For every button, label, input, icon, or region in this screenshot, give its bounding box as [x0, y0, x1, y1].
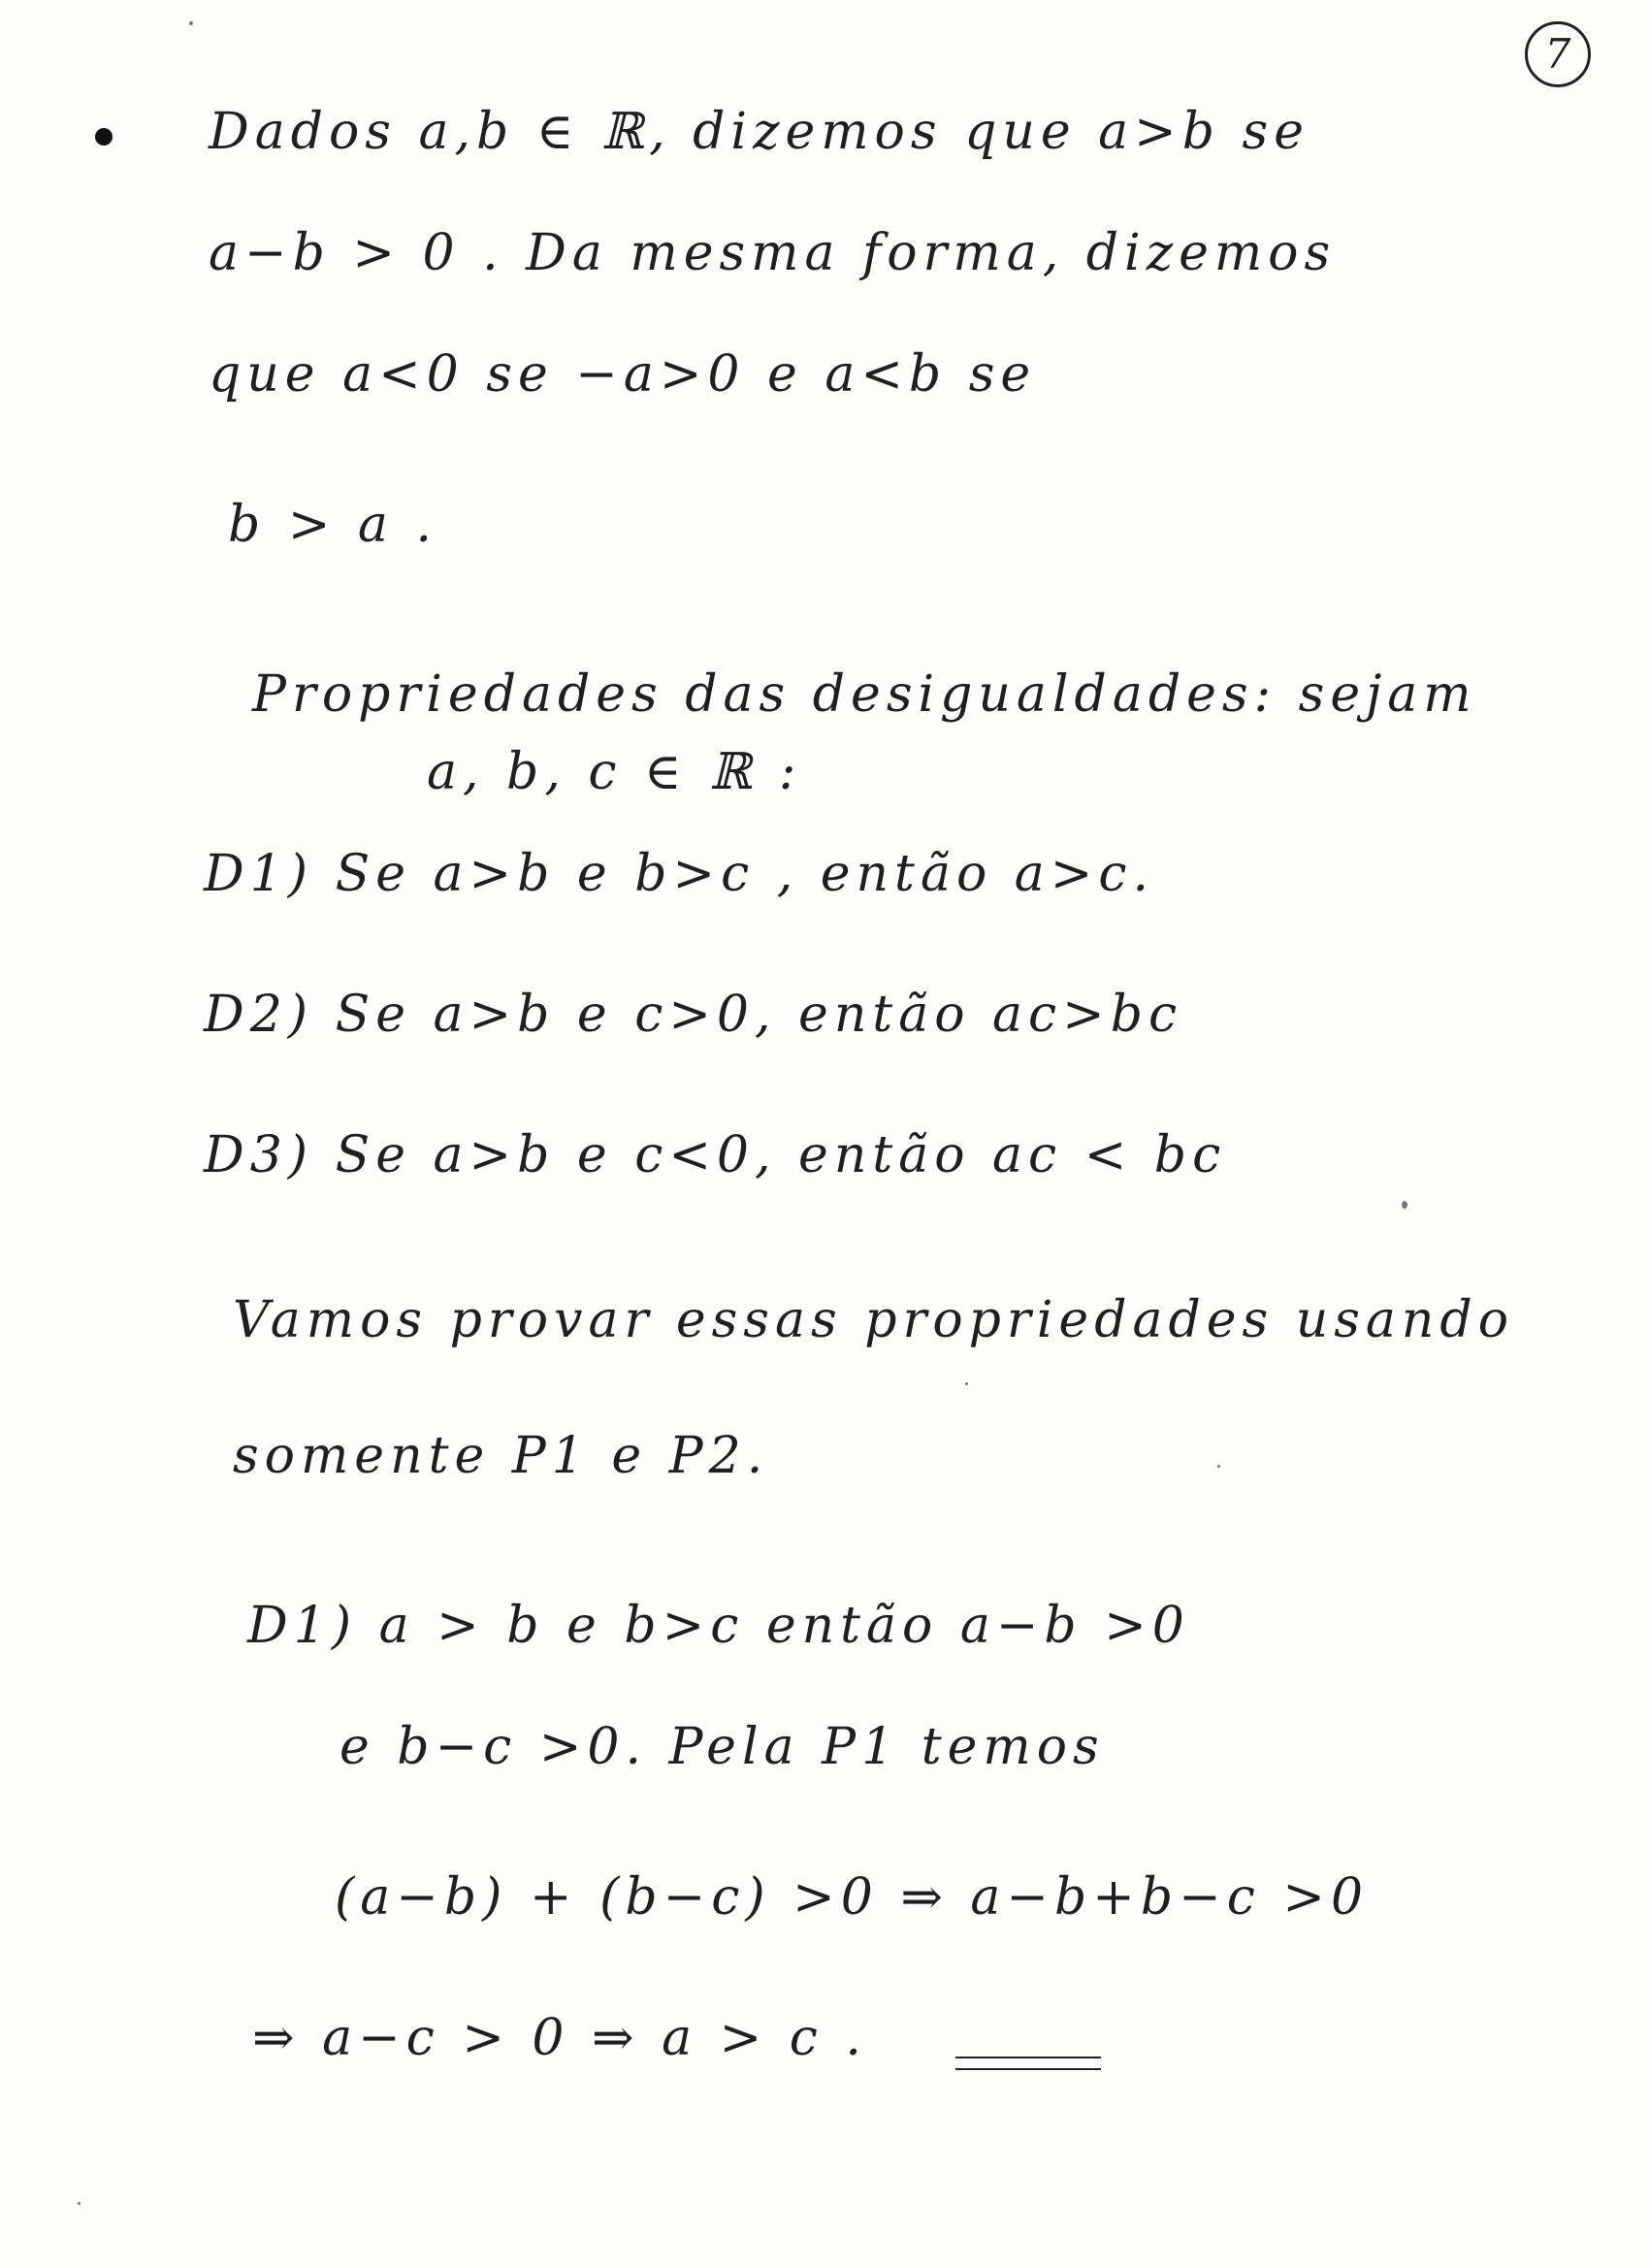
definition-line-3: que a<0 se −a>0 e a<b se — [209, 345, 1037, 404]
proof-d1-line-3: (a−b) + (b−c) >0 ⇒ a−b+b−c >0 — [335, 1868, 1370, 1927]
conclusion-double-underline — [955, 2057, 1101, 2070]
scan-speck — [1217, 1465, 1220, 1468]
bullet-dot — [95, 128, 113, 146]
definition-line-2: a−b > 0 . Da mesma forma, dizemos — [209, 224, 1337, 282]
properties-heading: Propriedades das desigualdades: sejam — [252, 665, 1477, 724]
scan-speck — [189, 21, 193, 25]
properties-domain: a, b, c ∈ ℝ : — [427, 743, 802, 801]
property-d2: D2) Se a>b e c>0, então ac>bc — [204, 986, 1183, 1044]
proof-d1-line-4: ⇒ a−c > 0 ⇒ a > c . — [252, 2009, 867, 2067]
page-number: 7 — [1525, 21, 1591, 87]
proof-intro-line-1: Vamos provar essas propriedades usando — [233, 1291, 1515, 1349]
definition-line-1: Dados a,b ∈ ℝ, dizemos que a>b se — [209, 103, 1310, 161]
definition-line-4: b > a . — [228, 496, 437, 554]
property-d3: D3) Se a>b e c<0, então ac < bc — [204, 1126, 1227, 1184]
proof-d1-line-2: e b−c >0. Pela P1 temos — [340, 1718, 1105, 1776]
scan-speck — [1402, 1201, 1407, 1209]
property-d1: D1) Se a>b e b>c , então a>c. — [204, 845, 1154, 903]
proof-intro-line-2: somente P1 e P2. — [233, 1427, 769, 1485]
proof-d1-line-1: D1) a > b e b>c então a−b >0 — [247, 1597, 1190, 1655]
scan-speck — [965, 1382, 968, 1385]
scan-speck — [78, 2202, 81, 2205]
